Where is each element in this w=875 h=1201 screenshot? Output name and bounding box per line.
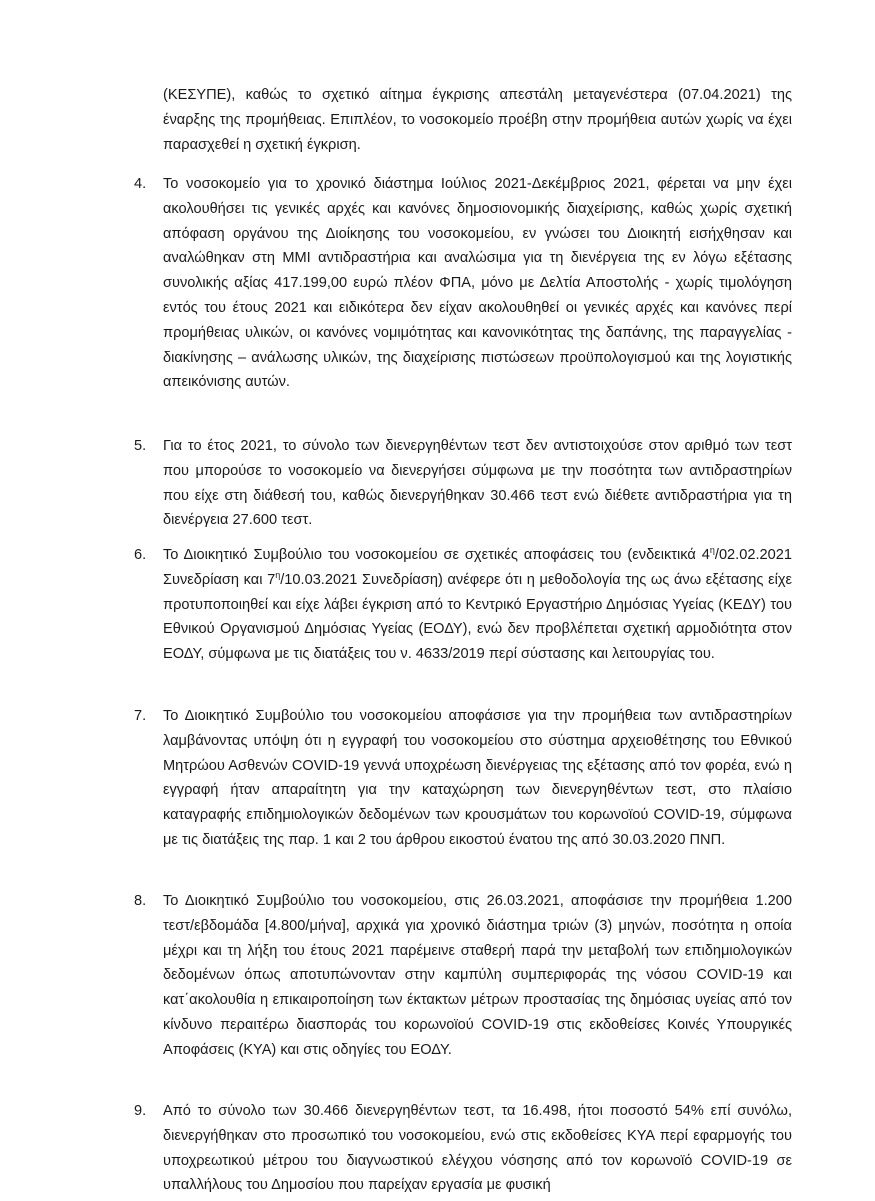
- list-item-number: 6.: [134, 547, 147, 563]
- list-item-text: Το νοσοκομείο για το χρονικό διάστημα Ιούλιος 2021-Δεκέμβριος 2021, φέρεται να μην έχει ακολουθήσει τις γενικές αρχές και κανόνες δημοσιονομικής διαχείρισης, καθώς χωρίς σχετική απόφαση οργάνου της Διοίκησης του νοσοκομείου, εν γνώσει του Διοικητή εισήχθησαν και αναλώθηκαν στη ΜΜΙ αντιδραστήρια και αναλώσιμα για τη διενέργεια της εν λόγω εξέτασης συνολικής αξίας 417.199,00 ευρώ πλέον ΦΠΑ, μόνο με Δελτία Αποστολής - χωρίς τιμολόγηση εντός του έτους 2021 και ειδικότερα δεν είχαν ακολουθηθεί οι γενικές αρχές και κανόνες περί προμήθειας υλικών, οι κανόνες νομιμότητας και κανονικότητας της δαπάνης, της παραγγελίας - διακίνησης – ανάλωσης υλικών, της διαχείρισης πιστώσεων προϋπολογισμού και της λογιστικής απεικόνισης αυτών.: [163, 176, 792, 391]
- list-item-number: 9.: [134, 1103, 147, 1119]
- list-item-number: 7.: [134, 708, 147, 724]
- list-item-number: 5.: [134, 438, 147, 454]
- list-item-text: [163, 543, 792, 667]
- list-item-number: 8.: [134, 893, 147, 909]
- intro-paragraph: (ΚΕΣΥΠΕ), καθώς το σχετικό αίτημα έγκρισης απεστάλη μεταγενέστερα (07.04.2021) της έναρξης της προμήθειας. Επιπλέον, το νοσοκομείο προέβη στην προμήθεια αυτών χωρίς να έχει παρασχεθεί η σχετική έγκριση.: [163, 87, 792, 153]
- ordinal-superscript: η: [275, 569, 281, 580]
- list-item-text: Για το έτος 2021, το σύνολο των διενεργηθέντων τεστ δεν αντιστοιχούσε στον αριθμό των τεστ που μπορούσε το νοσοκομείο να διενεργήσει σύμφωνα με την ποσότητα των αντιδραστηρίων που είχε στη διάθεσή του, καθώς διενεργήθηκαν 30.466 τεστ ενώ διέθετε αντιδραστήρια για τη διενέργεια 27.600 τεστ.: [163, 438, 792, 529]
- text-part-b: /02.02.2021 Συνεδρίαση και 7: [163, 547, 792, 588]
- text-part-c: /10.03.2021 Συνεδρίαση) ανέφερε ότι η μεθοδολογία της ως άνω εξέτασης είχε προτυποποιηθεί και είχε λάβει έγκριση από το Κεντρικό Εργαστήριο Δημόσιας Υγείας (ΚΕΔΥ) του Εθνικού Οργανισμού Δημόσιας Υγείας (ΕΟΔΥ), ενώ δεν προβλέπεται σχετική αρμοδιότητα στον ΕΟΔΥ, σύμφωνα με τις διατάξεις του ν. 4633/2019 περί σύστασης και λειτουργίας του.: [163, 571, 792, 663]
- ordinal-superscript: η: [709, 545, 715, 556]
- list-item-number: 4.: [134, 176, 147, 192]
- list-item-text: Το Διοικητικό Συμβούλιο του νοσοκομείου αποφάσισε για την προμήθεια των αντιδραστηρίων λαμβάνοντας υπόψη ότι η εγγραφή του νοσοκομείου στο σύστημα αρχειοθέτησης του Εθνικού Μητρώου Ασθενών COVID-19 γεννά υποχρέωση διενέργειας της εξέτασης από τον φορέα, ενώ η εγγραφή ήταν απαραίτητη για την καταχώρηση των διενεργηθέντων τεστ, στο πλαίσιο καταγραφής επιδημιολογικών δεδομένων των κρουσμάτων του κορωνοϊού COVID-19, σύμφωνα με τις διατάξεις της παρ. 1 και 2 του άρθρου εικοστού ένατου της από 30.03.2020 ΠΝΠ.: [163, 708, 792, 848]
- text-part-a: Το Διοικητικό Συμβούλιο του νοσοκομείου σε σχετικές αποφάσεις του (ενδεικτικά 4: [163, 547, 710, 563]
- list-item-text: Από το σύνολο των 30.466 διενεργηθέντων τεστ, τα 16.498, ήτοι ποσοστό 54% επί συνόλω, διενεργήθηκαν στο προσωπικό του νοσοκομείου, ενώ στις εκδοθείσες ΚΥΑ περί εφαρμογής του υποχρεωτικού μέτρου του διαγνωστικού ελέγχου νόσησης από τον κορωνοϊό COVID-19 σε υπαλλήλους του Δημοσίου που παρείχαν εργασία με φυσική: [163, 1103, 792, 1194]
- list-item-text: Το Διοικητικό Συμβούλιο του νοσοκομείου, στις 26.03.2021, αποφάσισε την προμήθεια 1.200 τεστ/εβδομάδα [4.800/μήνα], αρχικά για χρονικό διάστημα τριών (3) μηνών, ποσότητα η οποία μέχρι και τη λήξη του έτους 2021 παρέμεινε σταθερή παρά την μεταβολή των επιδημιολογικών δεδομένων όπως αποτυπώνονταν στην καμπύλη συμπεριφοράς της νόσου COVID-19 και κατ΄ακολουθία η επικαιροποίηση των έκτακτων μέτρων προστασίας της δημόσιας υγείας από τον κίνδυνο περαιτέρω διασποράς του κορωνοϊού COVID-19 στις εκδοθείσες Κοινές Υπουργικές Αποφάσεις (ΚΥΑ) και στις οδηγίες του ΕΟΔΥ.: [163, 893, 792, 1058]
